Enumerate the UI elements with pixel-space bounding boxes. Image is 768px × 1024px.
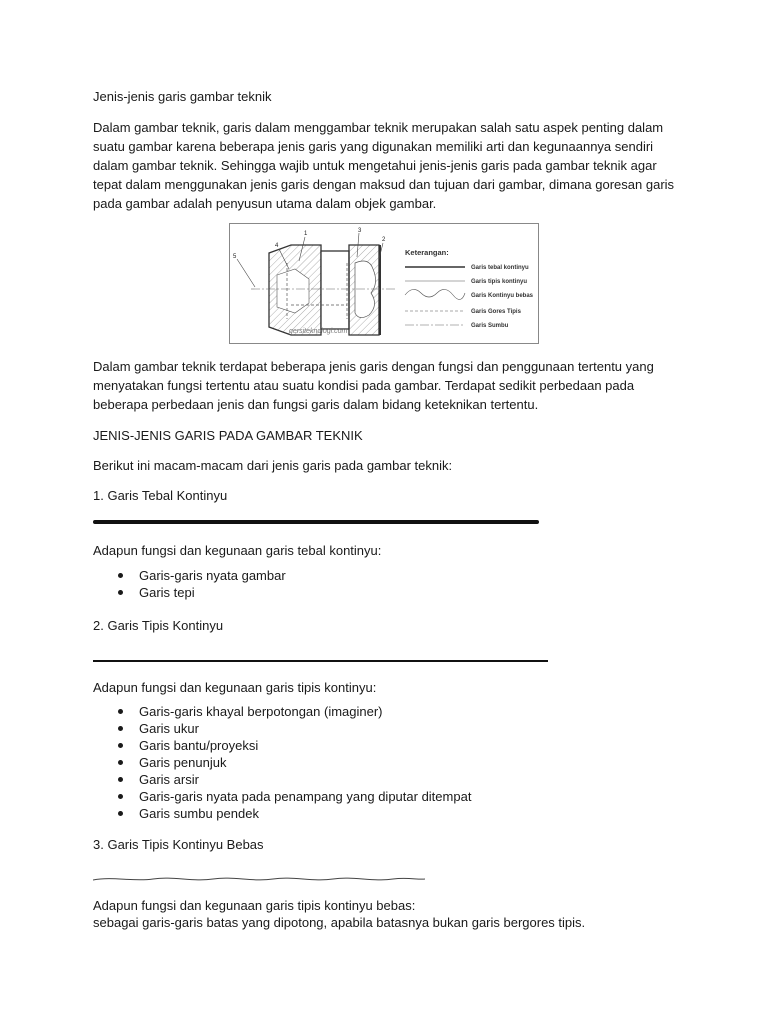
- list-item: Garis bantu/proyeksi: [93, 737, 471, 754]
- legend-item: Garis tipis kontinyu: [471, 279, 528, 285]
- section-1-list: [93, 567, 286, 601]
- list-item: Garis-garis nyata pada penampang yang diputar ditempat: [93, 788, 471, 805]
- legend-title: Keterangan:: [405, 248, 449, 257]
- section-3-heading: 3. Garis Tipis Kontinyu Bebas: [93, 837, 264, 852]
- callout-4: 4: [275, 243, 279, 249]
- list-item: Garis-garis nyata gambar: [93, 567, 286, 584]
- callout-5: 5: [233, 254, 237, 260]
- section-heading: JENIS-JENIS GARIS PADA GAMBAR TEKNIK: [93, 428, 363, 443]
- list-item: Garis ukur: [93, 720, 471, 737]
- list-item: Garis penunjuk: [93, 754, 471, 771]
- section-1-heading: 1. Garis Tebal Kontinyu: [93, 488, 228, 503]
- legend-item: Garis Sumbu: [471, 323, 509, 329]
- list-item: Garis sumbu pendek: [93, 805, 471, 822]
- legend-item: Garis Kontinyu bebas: [471, 293, 534, 299]
- section-1-usage: Adapun fungsi dan kegunaan garis tebal kontinyu:: [93, 543, 382, 558]
- thin-continuous-line-sample: [93, 660, 548, 662]
- watermark: gersiteknologi.com: [289, 328, 348, 335]
- callout-2: 2: [382, 237, 386, 243]
- section-intro: Berikut ini macam-macam dari jenis garis pada gambar teknik:: [93, 458, 453, 473]
- list-item: Garis arsir: [93, 771, 471, 788]
- list-item: Garis tepi: [93, 584, 286, 601]
- callout-3: 3: [358, 228, 362, 234]
- paragraph-2: Dalam gambar teknik terdapat beberapa jenis garis dengan fungsi dan penggunaan tertentu yang menyatakan fungsi tertentu atau suatu kondisi pada gambar. Terdapat sedikit perbedaan pada beberapa perbedaan jenis dan fungsi garis dalam bidang keteknikan tertentu.: [93, 359, 654, 412]
- section-2-list: [93, 703, 471, 822]
- legend-item: Garis tebal kontinyu: [471, 265, 529, 271]
- legend-item: Garis Gores Tipis: [471, 309, 521, 315]
- section-3-usage-detail: sebagai garis-garis batas yang dipotong, apabila batasnya bukan garis bergores tipis.: [93, 915, 586, 930]
- intro-paragraph: Dalam gambar teknik, garis dalam menggambar teknik merupakan salah satu aspek penting dalam suatu gambar karena beberapa jenis garis yang digunakan memiliki arti dan kegunaannya sendiri dalam gambar teknik. Sehingga wajib untuk mengetahui jenis-jenis garis pada gambar teknik agar tepat dalam menggunakan jenis garis dengan maksud dan tujuan dari gambar, dimana goresan garis pada gambar adalah penyusun utama dalam objek gambar.: [93, 120, 675, 211]
- section-3-usage: Adapun fungsi dan kegunaan garis tipis kontinyu bebas:: [93, 898, 416, 913]
- line-types-figure: [229, 223, 539, 344]
- thick-continuous-line-sample: [93, 520, 539, 524]
- freehand-line-sample: [93, 874, 425, 884]
- callout-1: 1: [304, 231, 308, 237]
- document-title: Jenis-jenis garis gambar teknik: [93, 89, 272, 104]
- list-item: Garis-garis khayal berpotongan (imaginer): [93, 703, 471, 720]
- section-2-heading: 2. Garis Tipis Kontinyu: [93, 618, 224, 633]
- section-2-usage: Adapun fungsi dan kegunaan garis tipis kontinyu:: [93, 680, 377, 695]
